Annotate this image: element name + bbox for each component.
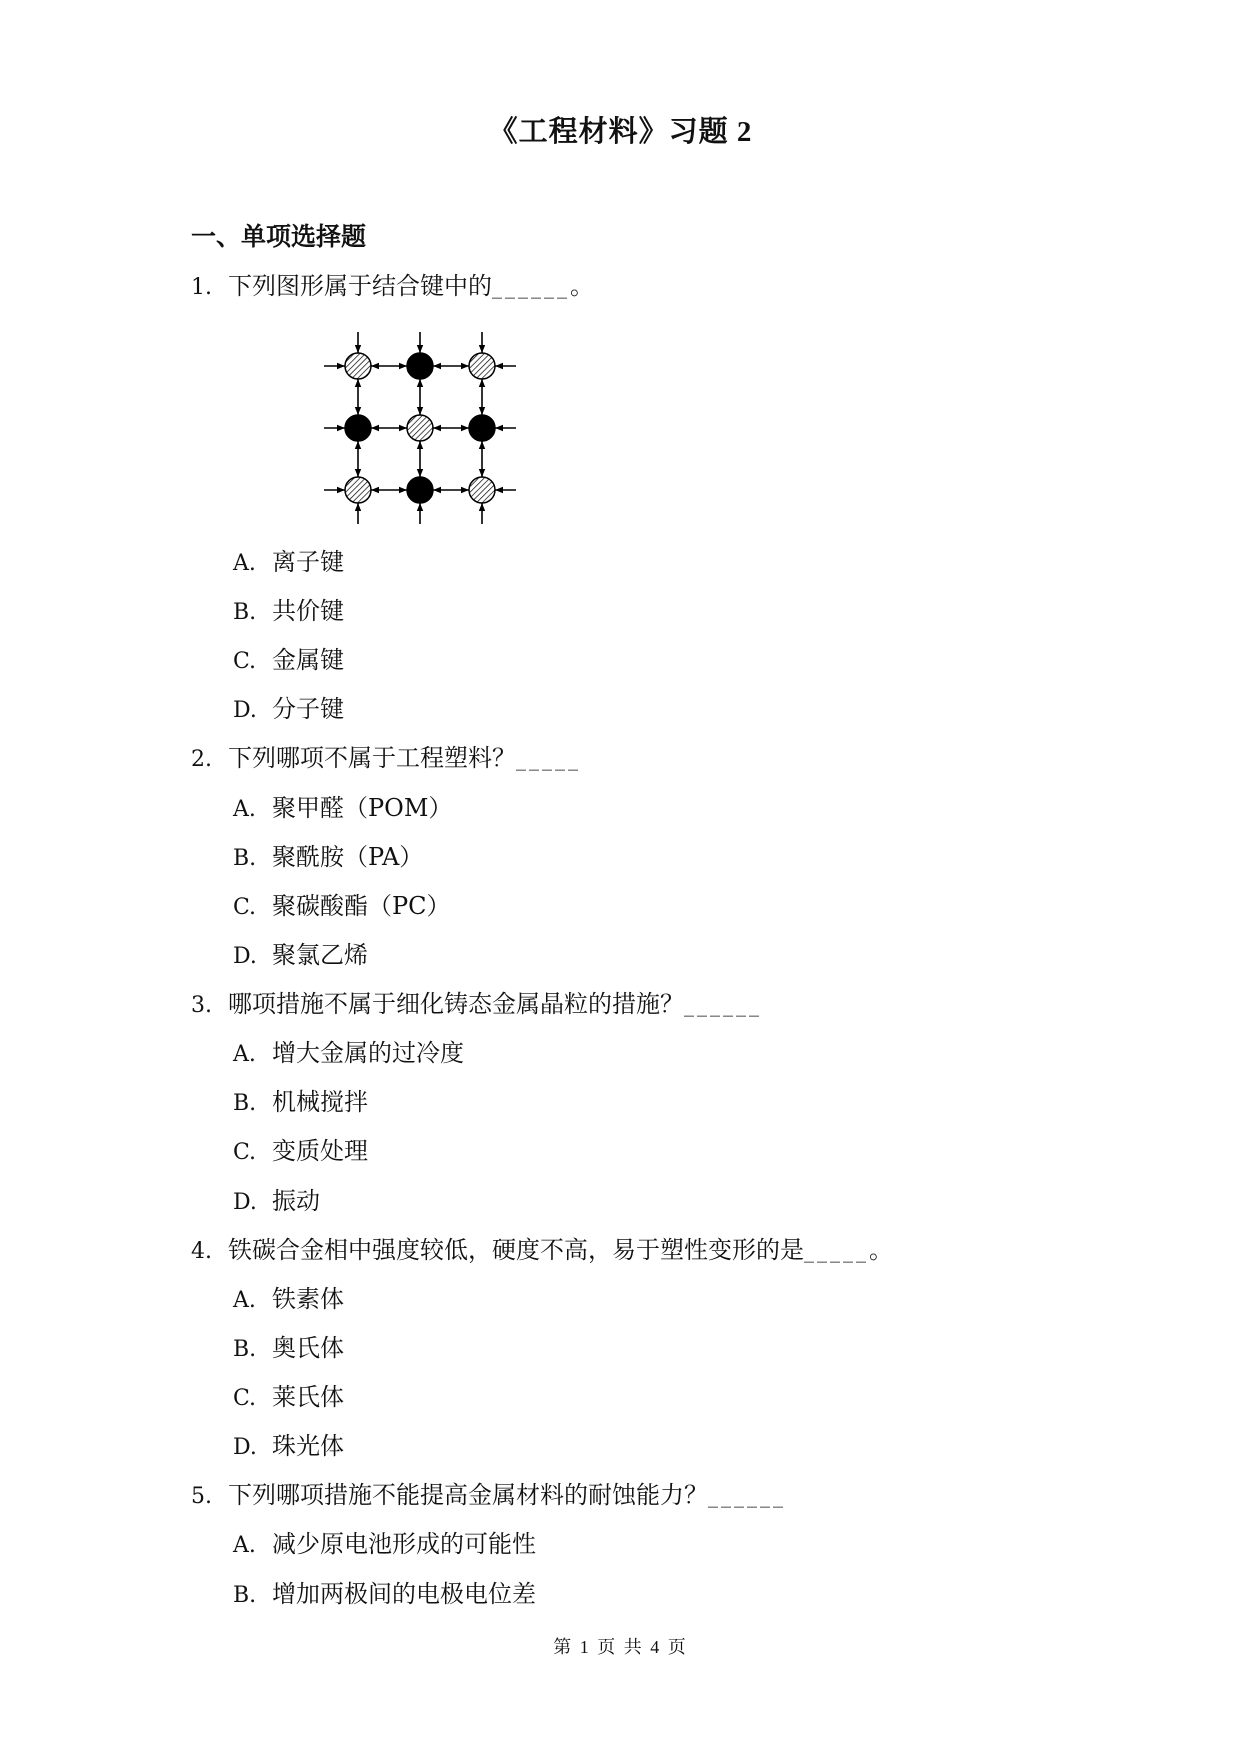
question-number: 4. [191,1238,212,1264]
question-2-option-d [0,931,1241,980]
question-3-option-b [0,1078,1241,1127]
option-letter: A. [233,796,256,822]
answer-blank: ______ [492,274,570,299]
question-1-option-c [0,636,1241,685]
option-text: 振动 [272,1186,320,1215]
lattice-atom-solid [407,353,433,379]
lattice-atom-hatched [407,415,433,441]
question-3-option-a [0,1029,1241,1078]
option-text: 增加两极间的电极电位差 [272,1579,536,1608]
question-2-option-b [0,833,1241,882]
option-letter: D. [233,1435,257,1461]
question-punctuation: 。 [570,271,594,300]
option-text: 机械搅拌 [272,1088,368,1117]
question-1-option-b [0,587,1241,636]
option-text: 聚氯乙烯 [272,940,368,969]
question-3 [0,980,1241,1029]
question-number: 1. [191,274,212,300]
option-text: 莱氏体 [272,1383,344,1412]
lattice-atom-hatched [469,353,495,379]
option-text: 减少原电池形成的可能性 [272,1530,536,1559]
option-letter: D. [233,943,257,969]
option-text: 增大金属的过冷度 [272,1039,464,1068]
question-5-option-b [0,1570,1241,1619]
answer-blank: ______ [708,1484,786,1509]
option-text: 聚酰胺（PA） [272,842,424,871]
option-text: 金属键 [272,646,344,675]
option-letter: C. [233,894,257,920]
option-text: 变质处理 [272,1137,368,1166]
option-text: 聚甲醛（POM） [272,793,453,822]
question-number: 3. [191,993,212,1019]
question-5-option-a [0,1520,1241,1569]
answer-blank: _____ [516,747,581,772]
option-letter: B. [233,845,257,871]
lattice-atom-solid [345,415,371,441]
lattice-atom-solid [469,415,495,441]
figure-block [0,311,1241,538]
question-list [0,262,1241,1619]
option-text: 铁素体 [272,1284,344,1313]
question-text: 哪项措施不属于细化铸态金属晶粒的措施？ [228,990,684,1019]
option-letter: A. [233,550,256,576]
lattice-atom-hatched [345,353,371,379]
question-number: 5. [191,1484,212,1510]
question-number: 2. [191,747,212,773]
lattice-figure [300,311,540,538]
question-text: 下列图形属于结合键中的 [228,271,492,300]
question-text: 铁碳合金相中强度较低，硬度不高，易于塑性变形的是 [228,1235,804,1264]
option-letter: B. [233,600,257,626]
option-text: 珠光体 [272,1432,344,1461]
lattice-atom-solid [407,477,433,503]
option-text: 奥氏体 [272,1333,344,1362]
option-text: 聚碳酸酯（PC） [272,891,451,920]
option-letter: B. [233,1091,257,1117]
option-letter: C. [233,1386,257,1412]
question-2-option-c [0,882,1241,931]
option-letter: A. [233,1042,256,1068]
question-4-option-a [0,1275,1241,1324]
question-2-option-a [0,784,1241,833]
option-letter: D. [233,1189,257,1215]
question-2 [0,734,1241,783]
question-3-option-c [0,1127,1241,1176]
question-1 [0,262,1241,311]
page-footer: 第 1 页 共 4 页 [553,1637,688,1657]
question-text: 下列哪项不属于工程塑料？ [228,744,516,773]
question-5 [0,1471,1241,1520]
answer-blank: _____ [804,1238,869,1263]
option-letter: A. [233,1287,256,1313]
question-1-option-a [0,538,1241,587]
question-4 [0,1226,1241,1275]
option-text: 共价键 [272,597,344,626]
lattice-atom-hatched [469,477,495,503]
question-3-option-d [0,1177,1241,1226]
answer-blank: ______ [684,993,762,1018]
document-title: 《工程材料》习题 2 [488,116,753,148]
option-letter: B. [233,1336,257,1362]
option-letter: D. [233,698,257,724]
section-title: 一、单项选择题 [191,224,367,251]
lattice-atom-hatched [345,477,371,503]
question-4-option-d [0,1422,1241,1471]
question-punctuation: 。 [869,1235,893,1264]
question-4-option-b [0,1324,1241,1373]
option-letter: C. [233,649,257,675]
question-text: 下列哪项措施不能提高金属材料的耐蚀能力？ [228,1481,708,1510]
option-text: 离子键 [272,547,344,576]
option-letter: C. [233,1140,257,1166]
question-4-option-c [0,1373,1241,1422]
option-letter: B. [233,1582,257,1608]
option-letter: A. [233,1533,256,1559]
question-1-option-d [0,685,1241,734]
option-text: 分子键 [272,695,344,724]
